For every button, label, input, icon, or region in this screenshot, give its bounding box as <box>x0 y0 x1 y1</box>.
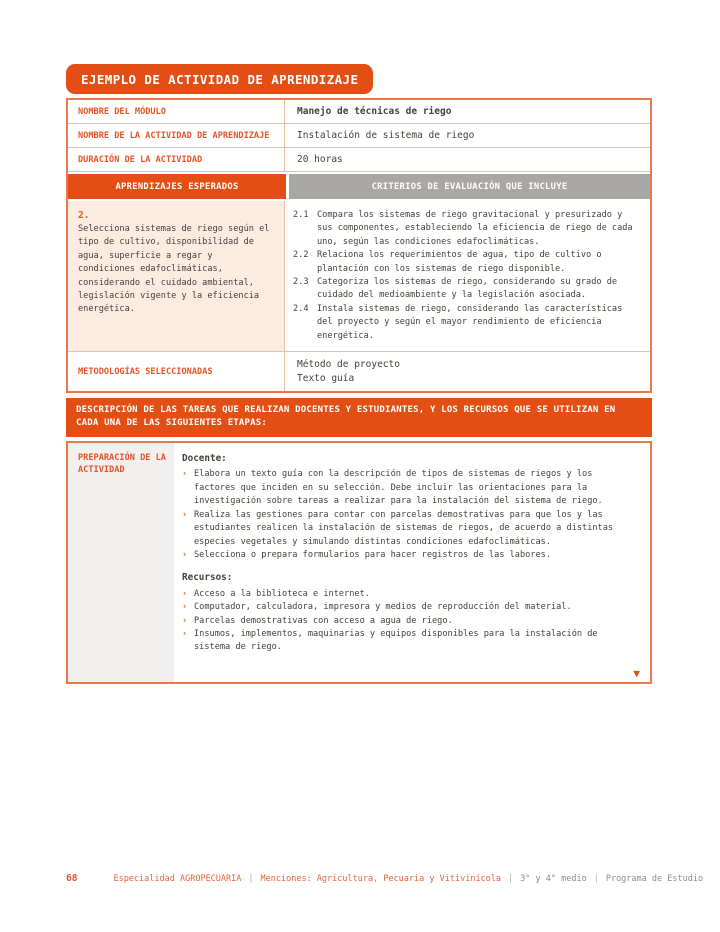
teacher-task-text: Realiza las gestiones para contar con parcelas demostrativas para que los y las estudiantes realicen la instalación de sistemas de riegos, de acuerdo a distintas especies vegetales y simulando distintas condiciones edafoclimáticas. <box>194 509 614 547</box>
stage-label: PREPARACIÓN DE LA ACTIVIDAD <box>68 443 174 682</box>
resource-text: Insumos, implementos, maquinarias y equipos disponibles para la instalación de sistema de riego. <box>194 628 598 653</box>
criteria-text: Relaciona los requerimientos de agua, tipo de cultivo o plantación con los sistemas de riego disponible. <box>317 250 602 274</box>
chevron-bullet-icon: › <box>182 588 188 599</box>
row-value-methodologies <box>285 352 650 391</box>
activity-info-table <box>66 98 652 393</box>
footer-separator: | <box>248 874 254 884</box>
chevron-bullet-icon: › <box>182 615 188 626</box>
resource-item <box>182 628 636 655</box>
resources-heading: Recursos: <box>182 572 233 584</box>
resource-text: Computador, calculadora, impresora y medios de reproducción del material. <box>194 602 572 613</box>
expected-learning-number: 2. <box>78 210 90 221</box>
criteria-number: 2.2 <box>293 250 309 261</box>
table-row-module <box>68 100 650 124</box>
resource-item <box>182 588 636 601</box>
criteria-item <box>293 303 640 343</box>
criteria-number: 2.3 <box>293 277 309 288</box>
resource-item <box>182 615 636 628</box>
row-value-activity-name: Instalación de sistema de riego <box>297 130 475 141</box>
criteria-text: Categoriza los sistemas de riego, considerando su grado de cuidado del medioambiente y la legislación asociada. <box>317 277 618 301</box>
page-number: 68 <box>66 873 78 884</box>
row-value-module: Manejo de técnicas de riego <box>297 106 452 117</box>
footer-separator: | <box>593 874 599 884</box>
teacher-task-item <box>182 468 636 508</box>
row-label-module: NOMBRE DEL MÓDULO <box>68 100 285 123</box>
chevron-bullet-icon: › <box>182 469 188 480</box>
footer-specialty: Especialidad AGROPECUARIA <box>113 874 242 884</box>
expected-learning-text: Selecciona sistemas de riego según el tipo de cultivo, disponibilidad de agua, superficie a regar y condiciones edafoclimáticas, considerando el cuidado ambiental, legislación vigente y la eficiencia energética. <box>78 224 270 315</box>
criteria-item <box>293 209 640 249</box>
criteria-list <box>285 201 650 351</box>
teacher-task-item <box>182 549 636 562</box>
footer <box>66 873 704 884</box>
resource-item <box>182 601 636 614</box>
table-row-duration <box>68 148 650 172</box>
page-title-badge: EJEMPLO DE ACTIVIDAD DE APRENDIZAJE <box>66 64 373 94</box>
teacher-task-text: Selecciona o prepara formularios para hacer registros de las labores. <box>194 549 551 560</box>
criteria-text: Compara los sistemas de riego gravitacional y presurizado y sus componentes, estableciendo la eficiencia de riego de cada uno, según las condiciones edafoclimáticas. <box>317 210 633 247</box>
criteria-item <box>293 249 640 276</box>
row-label-activity-name: NOMBRE DE LA ACTIVIDAD DE APRENDIZAJE <box>68 124 285 147</box>
footer-level: 3° y 4° medio <box>520 874 587 884</box>
learning-content-row <box>68 201 650 351</box>
learning-header-row <box>68 174 650 199</box>
criteria-item <box>293 276 640 303</box>
chevron-bullet-icon: › <box>182 602 188 613</box>
row-label-duration: DURACIÓN DE LA ACTIVIDAD <box>68 148 285 171</box>
teacher-task-text: Elabora un texto guía con la descripción de tipos de sistemas de riegos y los factores que inciden en su selección. Debe incluir las orientaciones para la investigación sobre tareas a realizar para la instalación del sistema de riego. <box>194 469 603 507</box>
chevron-bullet-icon: › <box>182 549 188 560</box>
expected-learning-header: APRENDIZAJES ESPERADOS <box>68 174 286 199</box>
stage-box <box>66 441 652 684</box>
footer-separator: | <box>508 874 514 884</box>
footer-mentions: Menciones: Agricultura, Pecuaria y Vitivinícola <box>260 874 502 884</box>
methodology-item: Texto guía <box>297 373 355 385</box>
continuation-arrow-icon: ▼ <box>633 667 640 681</box>
chevron-bullet-icon: › <box>182 628 188 639</box>
row-label-methodologies: METODOLOGÍAS SELECCIONADAS <box>68 352 285 391</box>
chevron-bullet-icon: › <box>182 509 188 520</box>
footer-program: Programa de Estudio <box>605 874 704 884</box>
methodology-item: Método de proyecto <box>297 359 400 371</box>
row-value-duration: 20 horas <box>297 154 343 165</box>
table-row-activity-name <box>68 124 650 148</box>
document-page <box>66 64 652 684</box>
table-row-methodologies <box>68 351 650 391</box>
criteria-number: 2.1 <box>293 210 309 220</box>
resource-text: Acceso a la biblioteca e internet. <box>194 588 370 599</box>
resource-text: Parcelas demostrativas con acceso a agua de riego. <box>194 615 453 626</box>
teacher-task-item <box>182 509 636 549</box>
criteria-text: Instala sistemas de riego, considerando las características del proyecto y según el mayor rendimiento de eficiencia energética. <box>317 303 623 341</box>
evaluation-criteria-header: CRITERIOS DE EVALUACIÓN QUE INCLUYE <box>289 174 650 199</box>
stage-content <box>174 443 650 682</box>
description-banner: DESCRIPCIÓN DE LAS TAREAS QUE REALIZAN DOCENTES Y ESTUDIANTES, Y LOS RECURSOS QUE SE UTILIZAN EN CADA UNA DE LAS SIGUIENTES ETAPAS: <box>66 398 652 437</box>
teacher-heading: Docente: <box>182 453 227 465</box>
criteria-number: 2.4 <box>293 303 309 314</box>
expected-learning-cell <box>68 201 285 351</box>
